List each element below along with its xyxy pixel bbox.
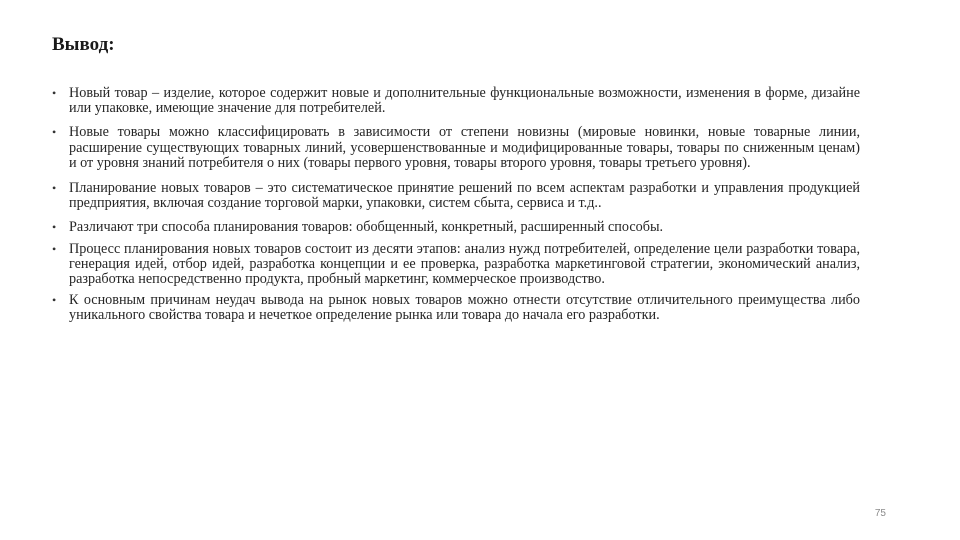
bullet-icon: •	[52, 181, 57, 196]
bullet-item	[52, 293, 860, 323]
bullet-item	[52, 220, 860, 235]
bullet-icon: •	[52, 86, 57, 100]
bullet-text: Планирование новых товаров – это систематическое принятие решений по всем аспектам разработки и управления продукцией предприятия, включая создание торговой марки, упаковки, систем сбыта, сервиса и т.д..	[69, 180, 860, 212]
bullet-item	[52, 86, 860, 116]
bullet-text: Новый товар – изделие, которое содержит новые и дополнительные функциональные возможности, изменения в форме, дизайне или упаковке, имеющие значение для потребителей.	[69, 85, 860, 117]
bullet-text: Процесс планирования новых товаров состоит из десяти этапов: анализ нужд потребителей, определение цели разработки товара, генерация идей, отбор идей, разработка концепции и ее проверка, разработка маркетинговой стратегии, экономический анализ, разработка непосредственно продукта, пробный маркетинг, коммерческое производство.	[69, 240, 860, 288]
page-number: 75	[874, 508, 886, 519]
bullet-list	[52, 86, 860, 331]
bullet-item	[52, 181, 860, 211]
bullet-text: К основным причинам неудач вывода на рынок новых товаров можно отнести отсутствие отличительного преимущества либо уникального свойства товара и нечеткое определение рынка или товара до начала его разработки.	[69, 292, 860, 324]
bullet-item	[52, 242, 860, 288]
bullet-icon: •	[52, 220, 57, 235]
bullet-icon: •	[52, 241, 57, 256]
bullet-icon: •	[52, 293, 57, 308]
bullet-icon: •	[52, 125, 57, 140]
bullet-text: Новые товары можно классифицировать в зависимости от степени новизны (мировые новинки, новые товарные линии, расширение существующих товарных линий, усовершенствованные и модифицированные товары, товары по сниженным ценам) и от уровня знаний потребителя о них (товары первого уровня, товары второго уровня, товары третьего уровня).	[69, 124, 860, 171]
slide-title: Вывод:	[52, 34, 115, 55]
bullet-item	[52, 125, 860, 171]
bullet-text: Различают три способа планирования товаров: обобщенный, конкретный, расширенный способы.	[69, 219, 664, 236]
